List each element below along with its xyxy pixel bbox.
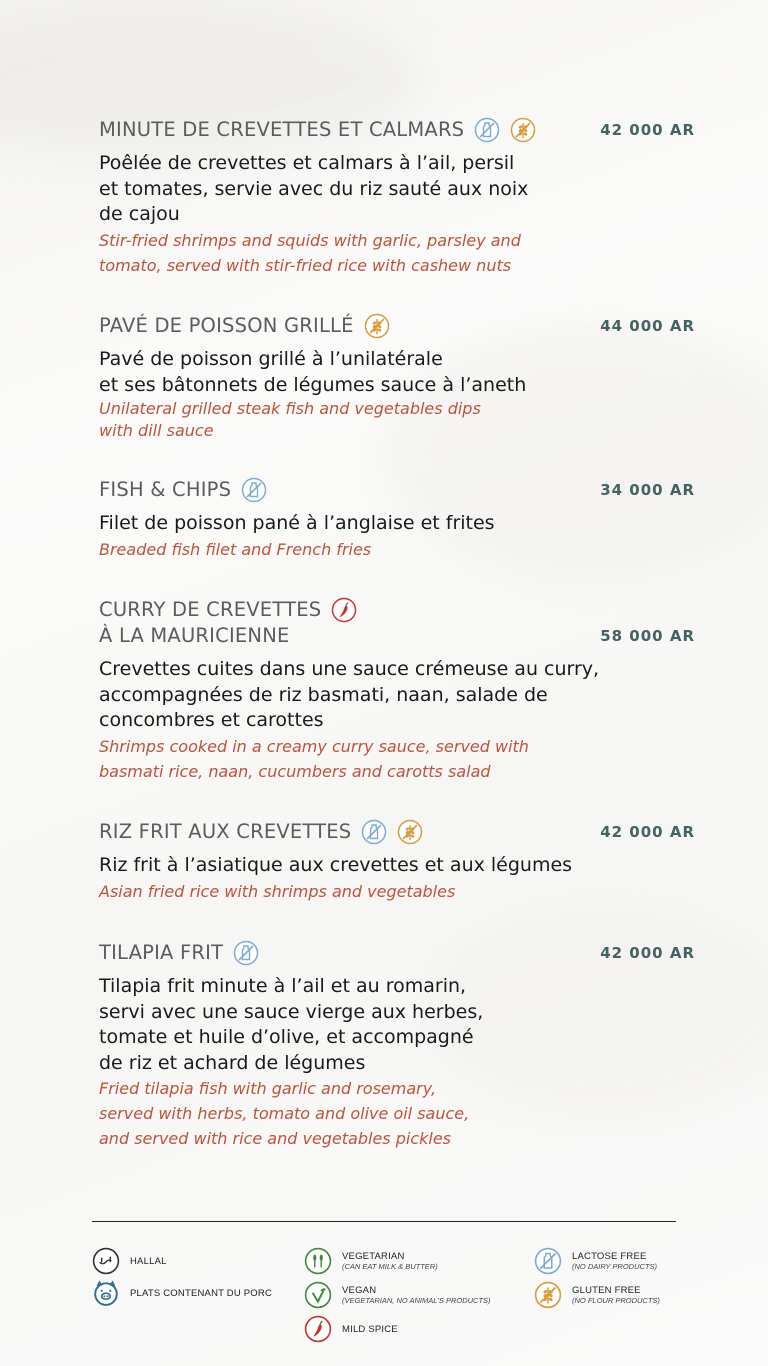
lactose-free-icon [233,940,259,966]
gluten-free-icon [397,819,423,845]
legend-label: HALLAL [130,1255,167,1267]
vegetarian-icon [304,1247,332,1275]
item-description-en: Fried tilapia fish with garlic and rosemary, served with herbs, tomato and olive oil sauce, and served with rice and vegetables pickles [99,1079,470,1148]
legend-label: PLATS CONTENANT DU PORC [130,1287,273,1299]
item-name: TILAPIA FRIT [99,941,224,964]
item-description-en: Asian fried rice with shrimps and vegetables [99,881,456,901]
legend-divider [92,1221,676,1222]
item-name: RIZ FRIT AUX CREVETTES [99,820,352,843]
item-description-en: Shrimps cooked in a creamy curry sauce, served with basmati rice, naan, cucumbers and carotts salad [99,736,529,781]
item-description-fr: Riz frit à l’asiatique aux crevettes et aux légumes [99,854,573,876]
lactose-free-icon [474,117,500,143]
legend-label: GLUTEN FREE [572,1285,641,1296]
lactose-free-icon [534,1247,562,1275]
legend-label: VEGAN [342,1285,377,1296]
item-price: 44 000 AR [600,317,695,335]
item-title [99,597,699,623]
legend-vegetarian [304,1247,438,1275]
item-name-line2: À LA MAURICIENNE [99,624,290,647]
legend-sublabel: (NO DAIRY PRODUCTS) [572,1262,658,1271]
item-name: FISH & CHIPS [99,478,232,501]
item-price: 34 000 AR [600,481,695,499]
item-description-fr: Tilapia frit minute à l’ail et au romarin, servi avec une sauce vierge aux herbes, tomate et huile d’olive, et accompagné de riz et achard de légumes [99,975,484,1074]
vegan-icon [304,1281,332,1309]
legend-label: LACTOSE FREE [572,1251,647,1262]
mild-spice-icon [331,597,357,623]
menu-item [99,940,699,1151]
legend-spice [304,1315,398,1343]
mild-spice-icon [304,1315,332,1343]
item-description-en: Breaded fish filet and French fries [99,539,372,559]
item-price: 42 000 AR [600,944,695,962]
menu-item [99,819,699,904]
item-name: PAVÉ DE POISSON GRILLÉ [99,314,354,337]
item-description-fr: Poêlée de crevettes et calmars à l’ail, persil et tomates, servie avec du riz sauté aux noix de cajou [99,152,529,225]
legend-sublabel: (VEGETARIAN, NO ANIMAL'S PRODUCTS) [342,1296,491,1305]
legend-gluten [534,1281,660,1309]
item-description-fr: Filet de poisson pané à l’anglaise et frites [99,512,495,534]
item-price: 42 000 AR [600,121,695,139]
lactose-free-icon [361,819,387,845]
legend-pork [92,1279,272,1307]
gluten-free-icon [534,1281,562,1309]
item-description-en: Stir-fried shrimps and squids with garlic, parsley and tomato, served with stir-fried rice with cashew nuts [99,230,521,275]
pork-icon [92,1279,120,1307]
item-description-fr: Pavé de poisson grillé à l’unilatérale et ses bâtonnets de légumes sauce à l’aneth [99,348,527,396]
gluten-free-icon [510,117,536,143]
item-description-en: Unilateral grilled steak fish and vegetables dips with dill sauce [99,399,481,440]
legend-sublabel: (NO FLOUR PRODUCTS) [572,1296,660,1305]
menu-item [99,597,699,784]
lactose-free-icon [241,477,267,503]
item-name: MINUTE DE CREVETTES ET CALMARS [99,118,465,141]
item-price: 42 000 AR [600,823,695,841]
menu-item [99,477,699,562]
legend-label: MILD SPICE [342,1323,398,1335]
gluten-free-icon [364,313,390,339]
legend-lactose [534,1247,657,1275]
legend-sublabel: (CAN EAT MILK & BUTTER) [342,1262,438,1271]
item-price: 58 000 AR [600,627,695,645]
legend-hallal [92,1247,167,1275]
menu-item [99,117,699,278]
hallal-icon [92,1247,120,1275]
legend-vegan [304,1281,491,1309]
item-description-fr: Crevettes cuites dans une sauce crémeuse au curry, accompagnées de riz basmati, naan, salade de concombres et carottes [99,658,600,731]
item-name: CURRY DE CREVETTES [99,598,322,621]
legend-label: VEGETARIAN [342,1251,405,1262]
menu-item [99,313,699,442]
